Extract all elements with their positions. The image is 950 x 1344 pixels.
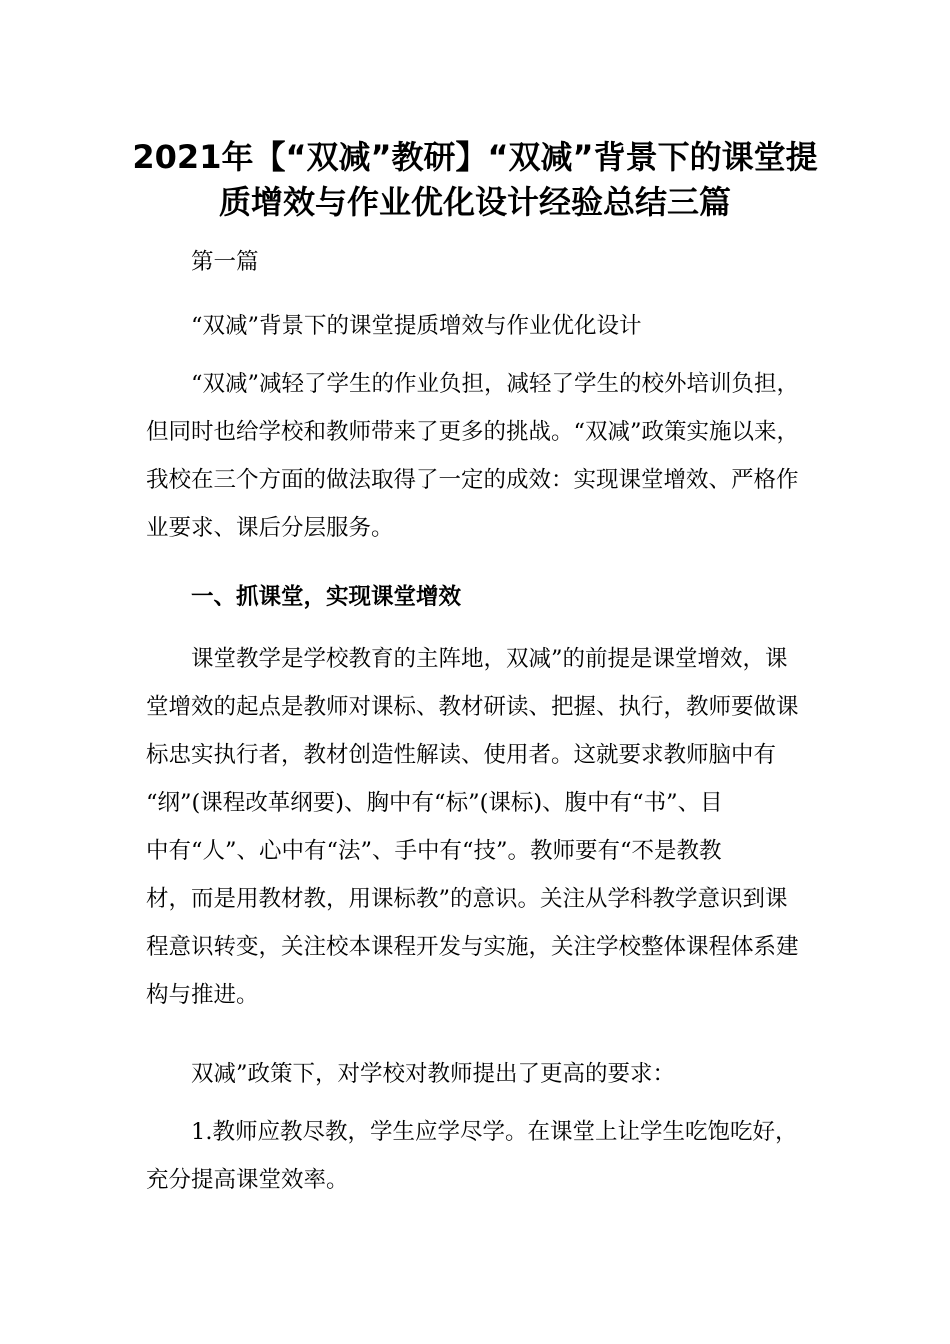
classroom-line: 材，而是用教材教，用课标教”的意识。关注从学科教学意识到课 bbox=[146, 886, 788, 912]
classroom-line: 中有“人”、心中有“法”、手中有“技”。教师要有“不是教教 bbox=[146, 838, 722, 864]
article-subtitle bbox=[191, 302, 851, 350]
list-item-1 bbox=[146, 1108, 806, 1204]
classroom-line: 课堂教学是学校教育的主阵地，双减”的前提是课堂增效，课 bbox=[191, 646, 788, 672]
classroom-line: 程意识转变，关注校本课程开发与实施，关注学校整体课程体系建 bbox=[146, 934, 799, 960]
intro-line: 我校在三个方面的做法取得了一定的成效：实现课堂增效、严格作 bbox=[146, 467, 799, 493]
section-label-text: 第一篇 bbox=[191, 249, 259, 275]
policy-line: 双减”政策下，对学校对教师提出了更高的要求： bbox=[191, 1061, 676, 1087]
intro-line: 但同时也给学校和教师带来了更多的挑战。“双减”政策实施以来， bbox=[146, 419, 800, 445]
document-title-line-1: 2021年【“双减”教研】“双减”背景下的课堂提 bbox=[132, 138, 818, 176]
classroom-line: 构与推进。 bbox=[146, 982, 259, 1008]
section-heading-1: 一、抓课堂，实现课堂增效 bbox=[191, 584, 462, 610]
classroom-line: “纲”(课程改革纲要)、胸中有“标”(课标)、腹中有“书”、目 bbox=[146, 790, 723, 816]
article-subtitle-text: “双减”背景下的课堂提质增效与作业优化设计 bbox=[191, 313, 642, 339]
intro-paragraph bbox=[146, 360, 806, 552]
intro-line: 业要求、课后分层服务。 bbox=[146, 515, 394, 541]
policy-paragraph bbox=[191, 1050, 851, 1098]
section-label bbox=[191, 238, 851, 286]
classroom-line: 标忠实执行者，教材创造性解读、使用者。这就要求教师脑中有 bbox=[146, 742, 777, 768]
list-item-1-line: 1.教师应教尽教，学生应学尽学。在课堂上让学生吃饱吃好， bbox=[191, 1119, 798, 1145]
classroom-paragraph bbox=[146, 635, 806, 1019]
classroom-line: 堂增效的起点是教师对课标、教材研读、把握、执行，教师要做课 bbox=[146, 694, 799, 720]
intro-line: “双减”减轻了学生的作业负担，减轻了学生的校外培训负担， bbox=[191, 371, 800, 397]
document-title-line-2: 质增效与作业优化设计经验总结三篇 bbox=[218, 183, 731, 221]
list-item-1-line: 充分提高课堂效率。 bbox=[146, 1167, 349, 1193]
